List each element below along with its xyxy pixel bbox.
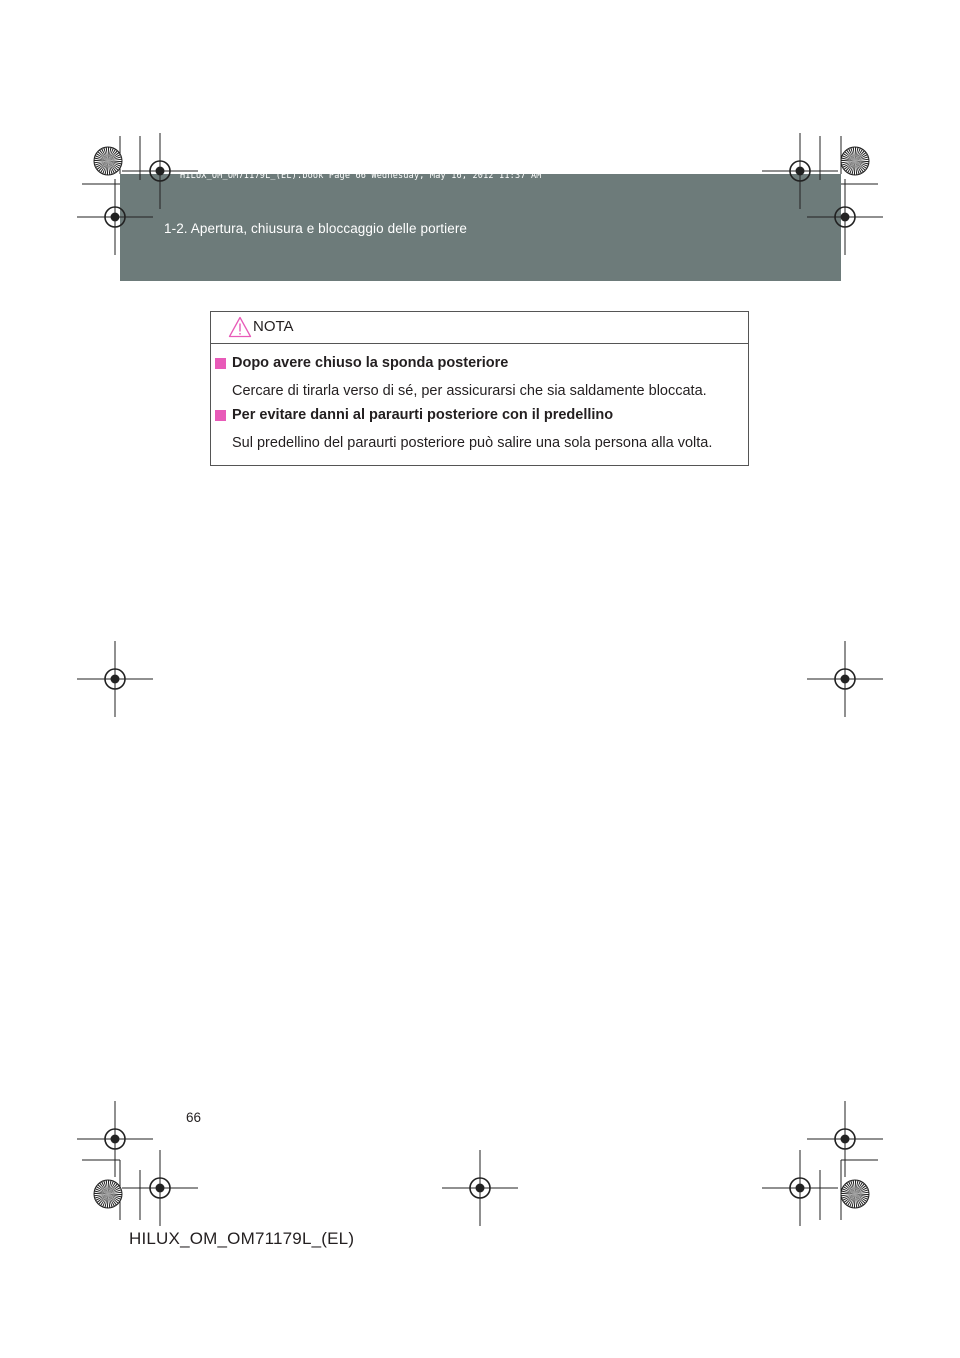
square-bullet-icon [215, 358, 226, 369]
crosshair-mark-icon [77, 1101, 153, 1177]
starburst-mark-icon [94, 147, 122, 175]
notice-item-heading: Per evitare danni al paraurti posteriore con il predellino [232, 407, 614, 423]
crosshair-mark-icon [122, 1150, 198, 1226]
notice-title: NOTA [253, 318, 294, 335]
crosshair-mark-icon [442, 1150, 518, 1226]
warning-triangle-icon [228, 316, 252, 338]
crosshair-mark-icon [77, 641, 153, 717]
notice-item [215, 406, 742, 452]
notice-item-body: Sul predellino del paraurti posteriore può salire una sola persona alla volta. [232, 435, 713, 451]
starburst-mark-icon [841, 1180, 869, 1208]
crosshair-mark-icon [762, 1150, 838, 1226]
notice-item-heading: Dopo avere chiuso la sponda posteriore [232, 355, 509, 371]
notice-header [211, 312, 748, 344]
square-bullet-icon [215, 410, 226, 421]
notice-item [215, 354, 742, 400]
crosshair-mark-icon [807, 1101, 883, 1177]
print-stamp: HILUX_OM_OM71179L_(EL).book Page 66 Wednesday, May 16, 2012 11:37 AM [180, 171, 542, 181]
notice-item-body: Cercare di tirarla verso di sé, per assicurarsi che sia saldamente bloccata. [232, 383, 707, 399]
section-title: 1-2. Apertura, chiusura e bloccaggio delle portiere [164, 221, 468, 236]
starburst-mark-icon [841, 147, 869, 175]
crosshair-mark-icon [807, 641, 883, 717]
page-number: 66 [186, 1110, 202, 1125]
document-code: HILUX_OM_OM71179L_(EL) [129, 1229, 355, 1248]
starburst-mark-icon [94, 1180, 122, 1208]
notice-box [210, 311, 749, 466]
